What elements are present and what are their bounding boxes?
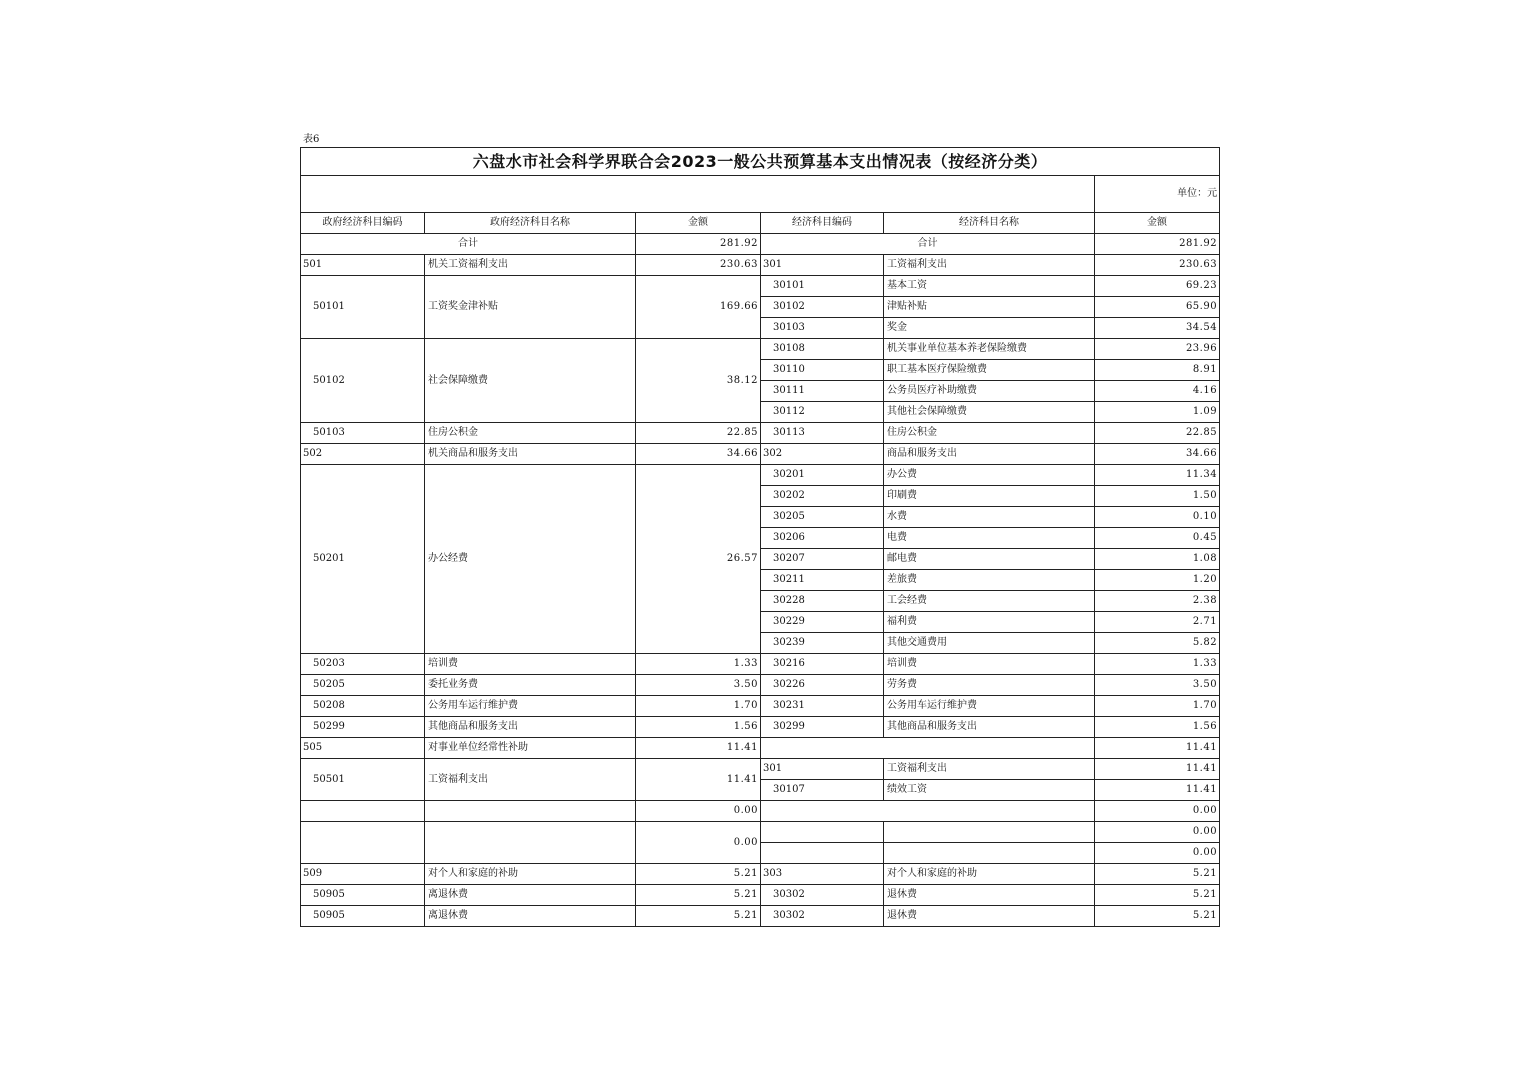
gov-code: 50101 (301, 276, 425, 339)
gov-name: 工资奖金津补贴 (425, 276, 636, 339)
table-row (301, 717, 1220, 738)
unit-row (301, 176, 1220, 213)
eco-amount: 1.33 (1095, 654, 1220, 675)
header-gov-code: 政府经济科目编码 (301, 213, 425, 234)
eco-amount: 3.50 (1095, 675, 1220, 696)
eco-name: 其他交通费用 (884, 633, 1095, 654)
eco-name: 办公费 (884, 465, 1095, 486)
table-row (301, 444, 1220, 465)
gov-name: 对个人和家庭的补助 (425, 864, 636, 885)
table-row (301, 822, 1220, 843)
eco-name: 水费 (884, 507, 1095, 528)
gov-code (301, 822, 425, 864)
eco-name: 邮电费 (884, 549, 1095, 570)
eco-name: 职工基本医疗保险缴费 (884, 360, 1095, 381)
gov-name: 机关商品和服务支出 (425, 444, 636, 465)
eco-name: 住房公积金 (884, 423, 1095, 444)
table-row (301, 906, 1220, 927)
total-amount-left: 281.92 (636, 234, 761, 255)
table-row (301, 276, 1220, 297)
eco-code: 30299 (761, 717, 884, 738)
gov-name: 机关工资福利支出 (425, 255, 636, 276)
eco-code: 30216 (761, 654, 884, 675)
eco-amount: 11.41 (1095, 738, 1220, 759)
eco-blank (761, 738, 1095, 759)
gov-name (425, 801, 636, 822)
eco-amount: 5.21 (1095, 885, 1220, 906)
eco-amount: 1.56 (1095, 717, 1220, 738)
eco-code: 301 (761, 255, 884, 276)
eco-name: 电费 (884, 528, 1095, 549)
gov-name: 其他商品和服务支出 (425, 717, 636, 738)
gov-code: 509 (301, 864, 425, 885)
gov-amount: 34.66 (636, 444, 761, 465)
eco-amount: 11.41 (1095, 780, 1220, 801)
eco-name: 对个人和家庭的补助 (884, 864, 1095, 885)
gov-code: 50201 (301, 465, 425, 654)
gov-code: 505 (301, 738, 425, 759)
gov-code (301, 801, 425, 822)
eco-amount: 8.91 (1095, 360, 1220, 381)
table-row (301, 738, 1220, 759)
eco-amount: 23.96 (1095, 339, 1220, 360)
eco-amount: 11.41 (1095, 759, 1220, 780)
table-row (301, 255, 1220, 276)
gov-amount: 0.00 (636, 822, 761, 864)
eco-name: 津贴补贴 (884, 297, 1095, 318)
gov-amount: 3.50 (636, 675, 761, 696)
gov-code: 50905 (301, 885, 425, 906)
header-eco-name: 经济科目名称 (884, 213, 1095, 234)
gov-amount: 11.41 (636, 738, 761, 759)
total-label-right: 合计 (761, 234, 1095, 255)
table-row (301, 675, 1220, 696)
gov-name: 培训费 (425, 654, 636, 675)
eco-amount: 4.16 (1095, 381, 1220, 402)
gov-amount: 5.21 (636, 885, 761, 906)
eco-amount: 2.38 (1095, 591, 1220, 612)
eco-code: 30239 (761, 633, 884, 654)
budget-table (300, 147, 1220, 927)
eco-amount: 34.54 (1095, 318, 1220, 339)
eco-code: 302 (761, 444, 884, 465)
eco-code (761, 843, 884, 864)
eco-amount: 2.71 (1095, 612, 1220, 633)
eco-code: 303 (761, 864, 884, 885)
eco-name: 公务用车运行维护费 (884, 696, 1095, 717)
eco-code: 30205 (761, 507, 884, 528)
eco-amount: 5.21 (1095, 864, 1220, 885)
title-row (301, 148, 1220, 176)
eco-code: 30201 (761, 465, 884, 486)
eco-name (884, 822, 1095, 843)
gov-code: 50208 (301, 696, 425, 717)
gov-code: 50299 (301, 717, 425, 738)
eco-name: 劳务费 (884, 675, 1095, 696)
eco-code: 30206 (761, 528, 884, 549)
table-row (301, 696, 1220, 717)
gov-amount: 26.57 (636, 465, 761, 654)
gov-code: 501 (301, 255, 425, 276)
gov-name: 住房公积金 (425, 423, 636, 444)
gov-amount: 230.63 (636, 255, 761, 276)
eco-code: 30110 (761, 360, 884, 381)
gov-code: 50905 (301, 906, 425, 927)
table-row (301, 654, 1220, 675)
eco-code: 30102 (761, 297, 884, 318)
gov-amount: 1.56 (636, 717, 761, 738)
table-row (301, 423, 1220, 444)
eco-name: 福利费 (884, 612, 1095, 633)
eco-code: 30112 (761, 402, 884, 423)
eco-name: 工会经费 (884, 591, 1095, 612)
eco-name: 培训费 (884, 654, 1095, 675)
eco-code: 30207 (761, 549, 884, 570)
eco-name: 其他社会保障缴费 (884, 402, 1095, 423)
total-label-left: 合计 (301, 234, 636, 255)
eco-amount: 1.70 (1095, 696, 1220, 717)
gov-amount: 1.70 (636, 696, 761, 717)
gov-name: 离退休费 (425, 885, 636, 906)
table-row (301, 465, 1220, 486)
gov-amount: 38.12 (636, 339, 761, 423)
gov-amount: 169.66 (636, 276, 761, 339)
eco-code: 30103 (761, 318, 884, 339)
header-gov-name: 政府经济科目名称 (425, 213, 636, 234)
gov-amount: 5.21 (636, 864, 761, 885)
header-row (301, 213, 1220, 234)
eco-name: 绩效工资 (884, 780, 1095, 801)
eco-amount: 0.45 (1095, 528, 1220, 549)
eco-code: 30226 (761, 675, 884, 696)
eco-code: 30211 (761, 570, 884, 591)
table-row (301, 339, 1220, 360)
eco-amount: 0.00 (1095, 822, 1220, 843)
eco-name: 退休费 (884, 885, 1095, 906)
gov-name: 离退休费 (425, 906, 636, 927)
gov-code: 502 (301, 444, 425, 465)
eco-code (761, 822, 884, 843)
eco-amount: 5.82 (1095, 633, 1220, 654)
eco-amount: 1.50 (1095, 486, 1220, 507)
eco-code: 30108 (761, 339, 884, 360)
gov-name: 工资福利支出 (425, 759, 636, 801)
gov-code: 50102 (301, 339, 425, 423)
table-label: 表6 (303, 134, 320, 145)
eco-amount: 69.23 (1095, 276, 1220, 297)
table-title: 六盘水市社会科学界联合会2023一般公共预算基本支出情况表（按经济分类） (301, 148, 1220, 176)
header-gov-amount: 金额 (636, 213, 761, 234)
eco-name: 退休费 (884, 906, 1095, 927)
table-row (301, 801, 1220, 822)
gov-code: 50501 (301, 759, 425, 801)
eco-amount: 1.09 (1095, 402, 1220, 423)
gov-amount: 1.33 (636, 654, 761, 675)
gov-name: 公务用车运行维护费 (425, 696, 636, 717)
total-row (301, 234, 1220, 255)
gov-code: 50203 (301, 654, 425, 675)
eco-code: 30229 (761, 612, 884, 633)
eco-name: 其他商品和服务支出 (884, 717, 1095, 738)
budget-document (300, 133, 1219, 927)
gov-name: 办公经费 (425, 465, 636, 654)
eco-name: 差旅费 (884, 570, 1095, 591)
eco-amount: 1.08 (1095, 549, 1220, 570)
header-eco-code: 经济科目编码 (761, 213, 884, 234)
eco-amount: 0.00 (1095, 843, 1220, 864)
eco-name: 商品和服务支出 (884, 444, 1095, 465)
eco-blank (761, 801, 1095, 822)
eco-code: 30113 (761, 423, 884, 444)
table-row (301, 885, 1220, 906)
eco-name: 公务员医疗补助缴费 (884, 381, 1095, 402)
eco-name: 机关事业单位基本养老保险缴费 (884, 339, 1095, 360)
eco-amount: 0.10 (1095, 507, 1220, 528)
table-row (301, 864, 1220, 885)
eco-code: 30302 (761, 885, 884, 906)
gov-amount: 11.41 (636, 759, 761, 801)
table-row (301, 759, 1220, 780)
eco-code: 30302 (761, 906, 884, 927)
gov-name: 对事业单位经常性补助 (425, 738, 636, 759)
header-eco-amount: 金额 (1095, 213, 1220, 234)
gov-name: 委托业务费 (425, 675, 636, 696)
eco-code: 30202 (761, 486, 884, 507)
gov-amount: 22.85 (636, 423, 761, 444)
eco-amount: 0.00 (1095, 801, 1220, 822)
eco-amount: 65.90 (1095, 297, 1220, 318)
gov-code: 50205 (301, 675, 425, 696)
eco-amount: 34.66 (1095, 444, 1220, 465)
unit-row-blank (301, 176, 1095, 213)
eco-amount: 5.21 (1095, 906, 1220, 927)
eco-amount: 1.20 (1095, 570, 1220, 591)
gov-code: 50103 (301, 423, 425, 444)
eco-name: 工资福利支出 (884, 255, 1095, 276)
unit-label: 单位：元 (1095, 176, 1220, 213)
eco-code: 30231 (761, 696, 884, 717)
eco-name: 印刷费 (884, 486, 1095, 507)
eco-name (884, 843, 1095, 864)
eco-amount: 22.85 (1095, 423, 1220, 444)
eco-code: 30101 (761, 276, 884, 297)
eco-name: 工资福利支出 (884, 759, 1095, 780)
gov-amount: 0.00 (636, 801, 761, 822)
eco-amount: 11.34 (1095, 465, 1220, 486)
eco-name: 奖金 (884, 318, 1095, 339)
eco-code: 30228 (761, 591, 884, 612)
eco-name: 基本工资 (884, 276, 1095, 297)
gov-name (425, 822, 636, 864)
eco-code: 30111 (761, 381, 884, 402)
eco-code: 30107 (761, 780, 884, 801)
total-amount-right: 281.92 (1095, 234, 1220, 255)
eco-code: 301 (761, 759, 884, 780)
gov-amount: 5.21 (636, 906, 761, 927)
eco-amount: 230.63 (1095, 255, 1220, 276)
gov-name: 社会保障缴费 (425, 339, 636, 423)
